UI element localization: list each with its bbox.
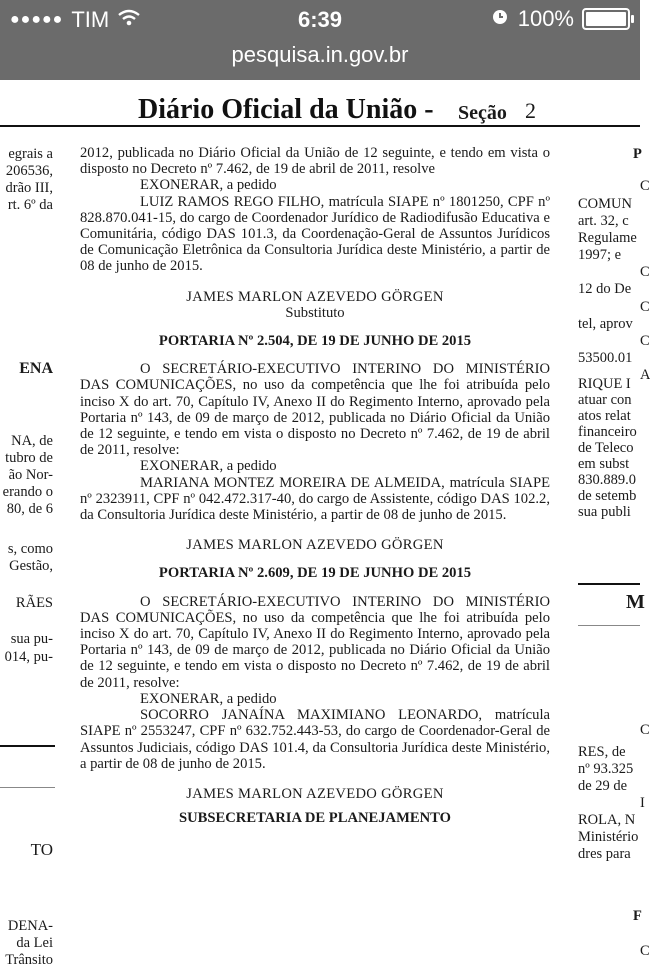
right-line: tel, aprov <box>578 316 633 332</box>
header-rule <box>0 125 640 127</box>
right-line: COMUN <box>578 196 632 212</box>
right-line: de setemb <box>578 488 637 504</box>
document-header <box>0 80 640 128</box>
signal-icon: ●●●●● <box>10 11 64 28</box>
body-text: LUIZ RAMOS REGO FILHO, matrícula SIAPE nº 1801250, CPF nº 828.870.041-15, do cargo de Coordenador Jurídico de Radiodifusão Educativa e Comunitária, código DAS 101.3, da Coordenação-Geral de Assuntos Jurídicos de Comunicação Eletrônica da Consultoria Jurídica deste Ministério, a partir de 08 de junho de 2015. <box>80 193 550 275</box>
right-line: C <box>640 333 650 349</box>
action-text: EXONERAR, a pedido <box>140 690 277 707</box>
right-line: sua publi <box>578 504 631 520</box>
right-line: em subst <box>578 456 630 472</box>
right-line: Regulame <box>578 230 637 246</box>
left-line: TO <box>30 840 53 859</box>
battery-icon <box>582 8 630 30</box>
left-line: drão III, <box>5 180 53 196</box>
clock: 6:39 <box>297 7 343 32</box>
battery-group <box>490 6 630 32</box>
document-title: Diário Oficial da União - <box>138 94 434 125</box>
url-bar[interactable] <box>0 40 640 80</box>
right-line: 53500.01 <box>578 350 633 366</box>
right-line: atuar con <box>578 392 632 408</box>
right-line: art. 32, c <box>578 213 629 229</box>
main-column <box>80 145 550 826</box>
signature-role: Substituto <box>285 304 345 321</box>
right-line: C <box>640 722 650 738</box>
right-line: RIQUE I <box>578 376 631 392</box>
right-line: C <box>640 264 650 280</box>
intro-text: 2012, publicada no Diário Oficial da União de 12 seguinte, e tendo em vista o disposto no Decreto nº 7.462, de 19 de abril de 2011, resolve <box>80 145 550 178</box>
ordinance-title: PORTARIA Nº 2.504, DE 19 DE JUNHO DE 2015 <box>158 333 472 350</box>
right-line: atos relat <box>578 408 631 424</box>
left-line: da Lei <box>16 935 53 951</box>
body-text: MARIANA MONTEZ MOREIRA DE ALMEIDA, matrícula SIAPE nº 2323911, CPF nº 042.472.317-40, do cargo de Assistente, código DAS 102.2, da Consultoria Jurídica deste Ministério, a partir de 08 de junho de 2015. <box>80 474 550 524</box>
section-number: 2 <box>525 98 536 123</box>
status-bar <box>0 0 640 40</box>
left-line: ão Nor- <box>8 467 53 483</box>
left-line: DENA- <box>7 918 53 934</box>
right-column <box>578 128 650 960</box>
ordinance-intro: O SECRETÁRIO-EXECUTIVO INTERINO DO MINISTÉRIO DAS COMUNICAÇÕES, no uso da competência que lhe foi atribuída pelo inciso X do art. 70, Capítulo IV, Anexo II do Regimento Interno, aprovado pela Portaria nº 143, de 09 de março de 2012, publicada no Diário Oficial da União de 12 seguinte, e tendo em vista o disposto no Decreto nº 7.462, de 19 de abril de 2011, resolve: <box>80 593 550 691</box>
right-line: Ministério <box>578 829 639 845</box>
right-line: C <box>640 178 650 194</box>
right-line: A <box>640 367 650 383</box>
left-line: Gestão, <box>9 558 53 574</box>
right-line: 1997; e <box>578 247 622 263</box>
left-line: erando o <box>2 484 53 500</box>
left-heading: ENA <box>19 360 53 377</box>
left-line: tubro de <box>5 450 53 466</box>
right-line: 12 do De <box>578 281 632 297</box>
section-label: Seção <box>458 102 507 124</box>
left-section-box <box>0 745 55 788</box>
action-text: EXONERAR, a pedido <box>140 177 277 194</box>
signature: JAMES MARLON AZEVEDO GÖRGEN <box>186 537 444 554</box>
right-line: RES, de <box>578 744 626 760</box>
right-line: 830.889.0 <box>578 472 636 488</box>
left-line: RÃES <box>15 595 53 611</box>
left-column <box>0 128 55 968</box>
left-line: rt. 6º da <box>7 197 53 213</box>
right-line: C <box>640 299 650 315</box>
right-line: de Teleco <box>578 440 634 456</box>
signature: JAMES MARLON AZEVEDO GÖRGEN <box>186 288 444 305</box>
right-line: dres para <box>578 846 631 862</box>
right-box-letter: M <box>626 591 645 613</box>
carrier-label: TIM <box>71 7 110 32</box>
signature: JAMES MARLON AZEVEDO GÖRGEN <box>186 785 444 802</box>
left-line: NA, de <box>11 433 53 449</box>
battery-percent: 100% <box>517 6 574 31</box>
left-line: sua pu- <box>10 631 53 647</box>
right-line: ROLA, N <box>578 812 636 828</box>
url-text[interactable]: pesquisa.in.gov.br <box>231 42 409 67</box>
right-line: F <box>633 908 642 924</box>
right-line: de 29 de <box>578 778 628 794</box>
left-line: 206536, <box>5 163 53 179</box>
ordinance-title: PORTARIA Nº 2.609, DE 19 DE JUNHO DE 2015 <box>158 565 472 582</box>
body-text: SOCORRO JANAÍNA MAXIMIANO LEONARDO, matrícula SIAPE nº 2553247, CPF nº 632.752.443-53, do cargo de Coordenador-Geral de Assuntos Judiciais, código DAS 101.4, da Consultoria Jurídica deste Ministério, a partir de 08 de junho de 2015. <box>80 707 550 772</box>
next-section-heading: SUBSECRETARIA DE PLANEJAMENTO <box>179 810 451 827</box>
action-text: EXONERAR, a pedido <box>140 458 277 475</box>
right-line: I <box>640 795 645 811</box>
left-line: egrais a <box>8 146 53 162</box>
right-line: P <box>633 146 642 162</box>
left-line: s, como <box>7 541 53 557</box>
alarm-icon <box>490 6 510 32</box>
right-line: C <box>640 943 650 959</box>
left-line: 80, de 6 <box>6 501 53 517</box>
left-line: 014, pu- <box>4 649 53 665</box>
ordinance-intro: O SECRETÁRIO-EXECUTIVO INTERINO DO MINISTÉRIO DAS COMUNICAÇÕES, no uso da competência que lhe foi atribuída pelo inciso X do art. 70, Capítulo IV, Anexo II do Regimento Interno, aprovado pela Portaria nº 143, de 09 de março de 2012, publicada no Diário Oficial da União de 12 seguinte, e tendo em vista o disposto no Decreto nº 7.462, de 19 de abril de 2011, resolve: <box>80 361 550 459</box>
right-line: nº 93.325 <box>578 761 634 777</box>
left-line: Trânsito <box>5 952 53 968</box>
right-line: financeiro <box>578 424 637 440</box>
